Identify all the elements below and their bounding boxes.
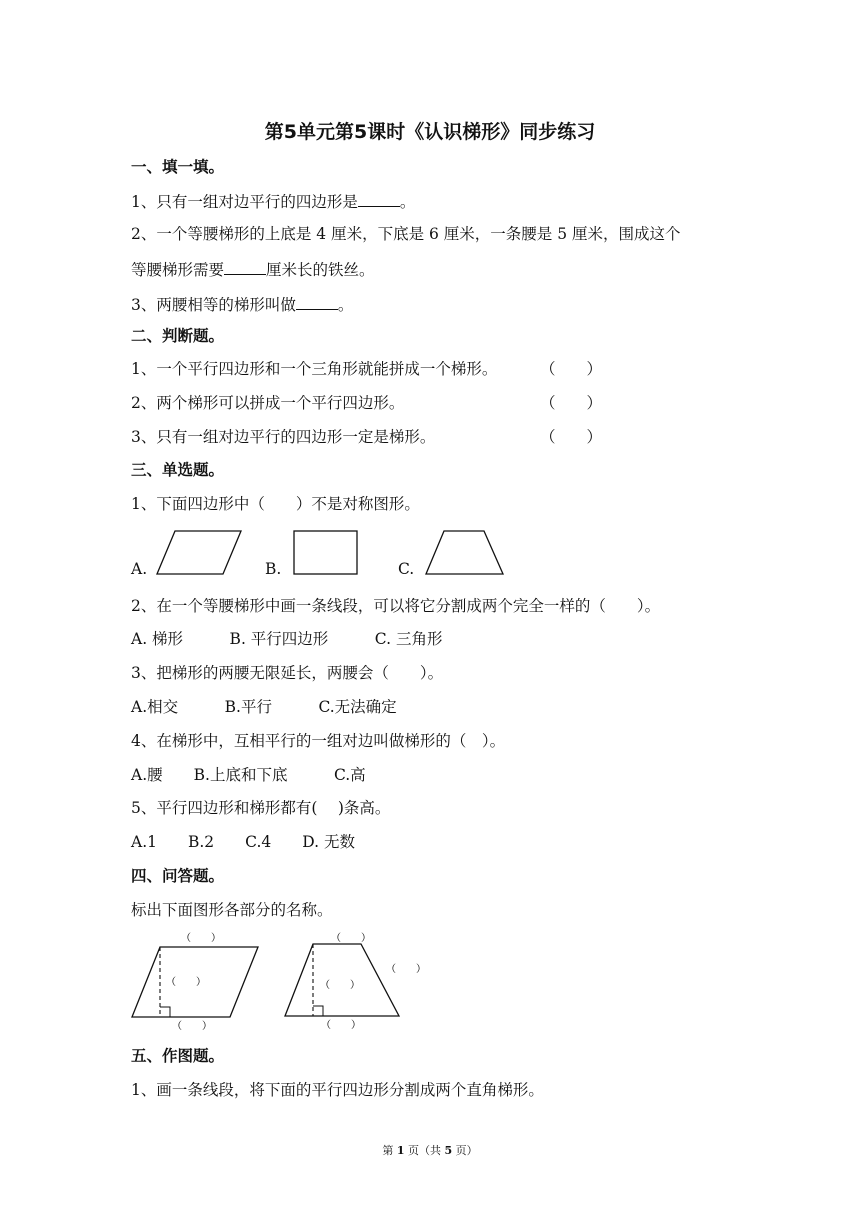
footer-total-pages: 5 — [444, 1144, 453, 1157]
option-a-parallelogram — [157, 531, 241, 574]
option-c-label: C. — [398, 560, 415, 578]
choice-question-2-options: A. 梯形 B. 平行四边形 C. 三角形 — [131, 630, 443, 648]
option-a-label: A. — [131, 560, 148, 578]
fill-question-1-end: 。 — [399, 193, 416, 211]
fill-question-3-end: 。 — [337, 296, 354, 314]
page-footer — [0, 1142, 860, 1158]
fill-question-2-text: 等腰梯形需要 — [131, 261, 225, 279]
section-4-heading: 四、问答题。 — [131, 867, 225, 885]
fill-question-1-text: 1、只有一组对边平行的四边形是 — [131, 193, 358, 211]
choice-question-4: 4、在梯形中，互相平行的一组对边叫做梯形的（ ）。 — [131, 732, 506, 750]
choice-question-1: 1、下面四边形中（ ）不是对称图形。 — [131, 495, 420, 513]
trapezoid-right-angle-mark — [313, 1006, 323, 1016]
choice-question-5-options: A.1 B.2 C.4 D. 无数 — [131, 833, 355, 851]
judge-question-2: 2、两个梯形可以拼成一个平行四边形。 — [131, 394, 405, 412]
parallelogram-bottom-label[interactable]: （ ） — [172, 1021, 212, 1032]
parallelogram-right-angle-mark — [160, 1007, 170, 1017]
judge-question-1: 1、一个平行四边形和一个三角形就能拼成一个梯形。 — [131, 360, 498, 378]
judge-answer-2[interactable]: （ ） — [540, 394, 603, 412]
qa-question: 标出下面图形各部分的名称。 — [131, 901, 333, 919]
fill-question-3-text: 3、两腰相等的梯形叫做 — [131, 296, 296, 314]
footer-suffix: 页） — [452, 1144, 478, 1157]
drawing-question-1: 1、画一条线段，将下面的平行四边形分割成两个直角梯形。 — [131, 1081, 544, 1099]
section-3-heading: 三、单选题。 — [131, 461, 225, 479]
parallelogram-height-label[interactable]: （ ） — [166, 977, 206, 988]
choice-question-2: 2、在一个等腰梯形中画一条线段，可以将它分割成两个完全一样的（ ）。 — [131, 597, 661, 615]
trapezoid-top-label[interactable]: （ ） — [331, 933, 371, 944]
trapezoid-bottom-label[interactable]: （ ） — [321, 1020, 361, 1031]
section-5-heading: 五、作图题。 — [131, 1047, 225, 1065]
judge-question-3: 3、只有一组对边平行的四边形一定是梯形。 — [131, 428, 436, 446]
fill-question-2-line-1: 2、一个等腰梯形的上底是 4 厘米，下底是 6 厘米，一条腰是 5 厘米，围成这个 — [131, 225, 681, 243]
choice-question-5: 5、平行四边形和梯形都有( )条高。 — [131, 799, 391, 817]
judge-answer-3[interactable]: （ ） — [540, 428, 603, 446]
choice-question-3-options: A.相交 B.平行 C.无法确定 — [131, 698, 397, 716]
trapezoid-height-label[interactable]: （ ） — [320, 980, 360, 991]
footer-page-number: 1 — [396, 1144, 405, 1157]
parallelogram-top-label[interactable]: （ ） — [181, 933, 221, 944]
option-c-trapezoid — [426, 531, 503, 574]
footer-prefix: 第 — [382, 1144, 397, 1157]
option-b-label: B. — [265, 560, 282, 578]
option-b-rectangle — [294, 531, 357, 574]
trapezoid-leg-label[interactable]: （ ） — [386, 964, 426, 975]
choice-question-3: 3、把梯形的两腰无限延长，两腰会（ ）。 — [131, 664, 444, 682]
section-1-heading: 一、填一填。 — [131, 158, 225, 176]
judge-answer-1[interactable]: （ ） — [540, 360, 603, 378]
page-title: 第5单元第5课时《认识梯形》同步练习 — [264, 121, 596, 143]
footer-middle: 页（共 — [404, 1144, 445, 1157]
section-2-heading: 二、判断题。 — [131, 327, 225, 345]
fill-question-2-end: 厘米长的铁丝。 — [266, 261, 375, 279]
choice-question-4-options: A.腰 B.上底和下底 C.高 — [131, 766, 366, 784]
